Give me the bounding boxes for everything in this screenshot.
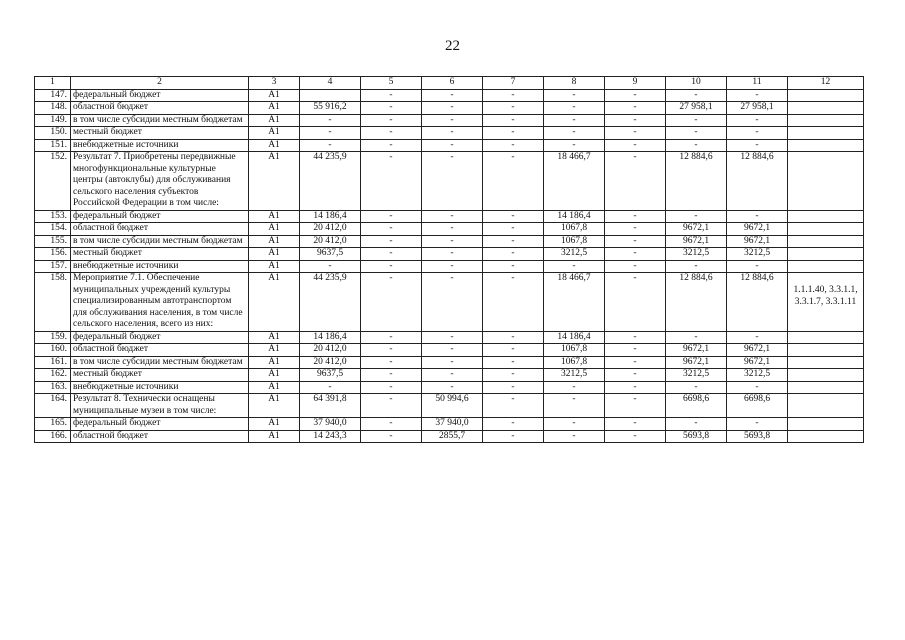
row-number-cell: 159. xyxy=(35,331,71,344)
table-cell-col-11: - xyxy=(727,210,788,223)
table-cell-col-9: - xyxy=(605,152,666,211)
table-cell-col-12 xyxy=(788,260,864,273)
table-row xyxy=(35,223,864,236)
table-cell-col-3: А1 xyxy=(249,356,300,369)
row-number-cell: 163. xyxy=(35,381,71,394)
table-cell-col-7: - xyxy=(483,102,544,115)
table-cell-col-12 xyxy=(788,381,864,394)
table-cell-col-6: - xyxy=(422,210,483,223)
table-cell-col-10: 6698,6 xyxy=(666,394,727,418)
table-cell-col-11: 3212,5 xyxy=(727,248,788,261)
table-cell-col-6: - xyxy=(422,273,483,332)
table-row xyxy=(35,114,864,127)
table-cell-col-12 xyxy=(788,152,864,211)
table-cell-col-10: 9672,1 xyxy=(666,356,727,369)
row-number-cell: 156. xyxy=(35,248,71,261)
table-cell-col-6: 2855,7 xyxy=(422,430,483,443)
table-cell-col-3: А1 xyxy=(249,114,300,127)
table-cell-col-11: - xyxy=(727,114,788,127)
table-cell-col-9: - xyxy=(605,89,666,102)
table-cell-col-7: - xyxy=(483,235,544,248)
table-cell-col-9: - xyxy=(605,260,666,273)
column-header-12: 12 xyxy=(788,77,864,90)
table-cell-col-4: 20 412,0 xyxy=(300,235,361,248)
row-name-cell: внебюджетные источники xyxy=(71,381,249,394)
row-name-cell: Результат 7. Приобретены передвижные многофункциональные культурные центры (автоклубы) для обслуживания сельского населения субъектов Российской Федерации в том числе: xyxy=(71,152,249,211)
table-cell-col-3: А1 xyxy=(249,248,300,261)
table-cell-col-6: - xyxy=(422,381,483,394)
table-cell-col-6: 37 940,0 xyxy=(422,418,483,431)
column-header-7: 7 xyxy=(483,77,544,90)
table-cell-col-4: 9637,5 xyxy=(300,369,361,382)
table-cell-col-4: 14 186,4 xyxy=(300,210,361,223)
table-cell-col-9: - xyxy=(605,369,666,382)
table-cell-col-10: - xyxy=(666,381,727,394)
table-cell-col-10: - xyxy=(666,114,727,127)
row-number-cell: 165. xyxy=(35,418,71,431)
table-cell-col-9: - xyxy=(605,114,666,127)
table-row xyxy=(35,344,864,357)
table-cell-col-3: А1 xyxy=(249,369,300,382)
table-cell-col-11: - xyxy=(727,381,788,394)
table-cell-col-11: 9672,1 xyxy=(727,356,788,369)
table-cell-col-11: 9672,1 xyxy=(727,344,788,357)
table-cell-col-7: - xyxy=(483,127,544,140)
table-cell-col-10: 3212,5 xyxy=(666,369,727,382)
table-cell-col-6: - xyxy=(422,114,483,127)
table-cell-col-6: - xyxy=(422,344,483,357)
table-cell-col-3: А1 xyxy=(249,418,300,431)
table-cell-col-4: 14 243,3 xyxy=(300,430,361,443)
table-cell-col-8: - xyxy=(544,260,605,273)
table-cell-col-3: А1 xyxy=(249,210,300,223)
table-cell-col-11: 3212,5 xyxy=(727,369,788,382)
table-cell-col-7: - xyxy=(483,430,544,443)
table-cell-col-9: - xyxy=(605,394,666,418)
row-name-cell: в том числе субсидии местным бюджетам xyxy=(71,114,249,127)
table-cell-col-5: - xyxy=(361,430,422,443)
table-cell-col-11: 9672,1 xyxy=(727,235,788,248)
table-row xyxy=(35,331,864,344)
row-number-cell: 162. xyxy=(35,369,71,382)
table-row xyxy=(35,127,864,140)
column-header-6: 6 xyxy=(422,77,483,90)
table-cell-col-5: - xyxy=(361,210,422,223)
table-cell-col-12 xyxy=(788,394,864,418)
row-name-cell: внебюджетные источники xyxy=(71,139,249,152)
table-cell-col-5: - xyxy=(361,369,422,382)
column-header-1: 1 xyxy=(35,77,71,90)
table-cell-col-4: - xyxy=(300,139,361,152)
table-cell-col-7: - xyxy=(483,210,544,223)
row-name-cell: местный бюджет xyxy=(71,127,249,140)
row-number-cell: 157. xyxy=(35,260,71,273)
table-cell-col-5: - xyxy=(361,260,422,273)
table-cell-col-12 xyxy=(788,344,864,357)
table-row xyxy=(35,430,864,443)
table-cell-col-7: - xyxy=(483,223,544,236)
table-cell-col-4: 44 235,9 xyxy=(300,273,361,332)
table-cell-col-9: - xyxy=(605,223,666,236)
row-name-cell: областной бюджет xyxy=(71,223,249,236)
table-cell-col-8: - xyxy=(544,430,605,443)
table-cell-col-9: - xyxy=(605,248,666,261)
table-cell-col-6: - xyxy=(422,248,483,261)
table-cell-col-8: 14 186,4 xyxy=(544,210,605,223)
table-cell-col-12 xyxy=(788,356,864,369)
table-cell-col-4: 20 412,0 xyxy=(300,356,361,369)
table-cell-col-10: 9672,1 xyxy=(666,223,727,236)
table-cell-col-8: 1067,8 xyxy=(544,235,605,248)
table-row xyxy=(35,356,864,369)
table-cell-col-11: - xyxy=(727,260,788,273)
table-row xyxy=(35,260,864,273)
table-cell-col-12 xyxy=(788,127,864,140)
table-cell-col-8: 18 466,7 xyxy=(544,273,605,332)
table-cell-col-6: - xyxy=(422,102,483,115)
table-cell-col-9: - xyxy=(605,381,666,394)
table-cell-col-4: 37 940,0 xyxy=(300,418,361,431)
table-cell-col-7: - xyxy=(483,273,544,332)
table-cell-col-5: - xyxy=(361,248,422,261)
table-cell-col-5: - xyxy=(361,418,422,431)
table-cell-col-3: А1 xyxy=(249,152,300,211)
table-cell-col-7: - xyxy=(483,139,544,152)
table-cell-col-5: - xyxy=(361,223,422,236)
column-header-4: 4 xyxy=(300,77,361,90)
table-cell-col-9: - xyxy=(605,235,666,248)
row-number-cell: 150. xyxy=(35,127,71,140)
table-cell-col-4: - xyxy=(300,127,361,140)
table-cell-col-7: - xyxy=(483,344,544,357)
table-cell-col-5: - xyxy=(361,235,422,248)
table-cell-col-5: - xyxy=(361,344,422,357)
table-cell-col-7: - xyxy=(483,331,544,344)
table-cell-col-8: 3212,5 xyxy=(544,369,605,382)
table-cell-col-7: - xyxy=(483,394,544,418)
table-cell-col-12 xyxy=(788,114,864,127)
table-cell-col-11: 12 884,6 xyxy=(727,273,788,332)
table-cell-col-8: 14 186,4 xyxy=(544,331,605,344)
column-header-3: 3 xyxy=(249,77,300,90)
table-cell-col-11: - xyxy=(727,139,788,152)
table-cell-col-7: - xyxy=(483,248,544,261)
table-cell-col-12 xyxy=(788,102,864,115)
table-cell-col-11: 27 958,1 xyxy=(727,102,788,115)
table-cell-col-10: 12 884,6 xyxy=(666,273,727,332)
table-cell-col-12 xyxy=(788,89,864,102)
table-cell-col-9: - xyxy=(605,356,666,369)
table-cell-col-9: - xyxy=(605,127,666,140)
row-name-cell: областной бюджет xyxy=(71,102,249,115)
column-header-5: 5 xyxy=(361,77,422,90)
table-row xyxy=(35,248,864,261)
table-cell-col-3: А1 xyxy=(249,331,300,344)
table-cell-col-8: - xyxy=(544,127,605,140)
table-cell-col-8: 1067,8 xyxy=(544,356,605,369)
table-cell-col-3: А1 xyxy=(249,235,300,248)
row-number-cell: 153. xyxy=(35,210,71,223)
row-number-cell: 160. xyxy=(35,344,71,357)
row-number-cell: 149. xyxy=(35,114,71,127)
table-cell-col-5: - xyxy=(361,381,422,394)
table-cell-col-7: - xyxy=(483,381,544,394)
table-cell-col-11: - xyxy=(727,418,788,431)
table-cell-col-12 xyxy=(788,223,864,236)
table-cell-col-9: - xyxy=(605,273,666,332)
table-cell-col-12 xyxy=(788,139,864,152)
table-cell-col-9: - xyxy=(605,139,666,152)
table-cell-col-11: 12 884,6 xyxy=(727,152,788,211)
table-cell-col-6: - xyxy=(422,369,483,382)
table-cell-col-6: - xyxy=(422,89,483,102)
table-cell-col-8: - xyxy=(544,418,605,431)
table-cell-col-8: 1067,8 xyxy=(544,223,605,236)
page-number: 22 xyxy=(445,38,460,54)
table-cell-col-10: - xyxy=(666,260,727,273)
row-number-cell: 164. xyxy=(35,394,71,418)
row-number-cell: 158. xyxy=(35,273,71,332)
table-cell-col-3: А1 xyxy=(249,394,300,418)
table-cell-col-3: А1 xyxy=(249,430,300,443)
row-number-cell: 148. xyxy=(35,102,71,115)
table-cell-col-9: - xyxy=(605,344,666,357)
table-cell-col-9: - xyxy=(605,210,666,223)
table-cell-col-12 xyxy=(788,430,864,443)
table-cell-col-7: - xyxy=(483,418,544,431)
table-cell-col-5: - xyxy=(361,102,422,115)
table-cell-col-9: - xyxy=(605,430,666,443)
table-cell-col-10: - xyxy=(666,139,727,152)
table-cell-col-3: А1 xyxy=(249,102,300,115)
table-row xyxy=(35,273,864,332)
row-name-cell: в том числе субсидии местным бюджетам xyxy=(71,356,249,369)
table-cell-col-3: А1 xyxy=(249,273,300,332)
table-cell-col-8: 3212,5 xyxy=(544,248,605,261)
table-cell-col-4: 44 235,9 xyxy=(300,152,361,211)
table-cell-col-4: 55 916,2 xyxy=(300,102,361,115)
table-cell-col-10: - xyxy=(666,331,727,344)
table-cell-col-11: - xyxy=(727,127,788,140)
table-cell-col-10: - xyxy=(666,127,727,140)
row-number-cell: 147. xyxy=(35,89,71,102)
table-cell-col-5: - xyxy=(361,114,422,127)
row-name-cell: местный бюджет xyxy=(71,369,249,382)
table-cell-col-6: - xyxy=(422,331,483,344)
table-cell-col-5: - xyxy=(361,89,422,102)
table-row xyxy=(35,235,864,248)
row-number-cell: 166. xyxy=(35,430,71,443)
table-cell-col-8: - xyxy=(544,114,605,127)
table-cell-col-10: 3212,5 xyxy=(666,248,727,261)
table-cell-col-7: - xyxy=(483,260,544,273)
table-cell-col-3: А1 xyxy=(249,344,300,357)
table-cell-col-12: 1.1.1.40, 3.3.1.1, 3.3.1.7, 3.3.1.11 xyxy=(788,273,864,332)
table-cell-col-9: - xyxy=(605,418,666,431)
table-cell-col-10: 12 884,6 xyxy=(666,152,727,211)
table-cell-col-3: А1 xyxy=(249,260,300,273)
column-header-11: 11 xyxy=(727,77,788,90)
table-cell-col-4: 20 412,0 xyxy=(300,344,361,357)
table-cell-col-11: 5693,8 xyxy=(727,430,788,443)
table-cell-col-5: - xyxy=(361,356,422,369)
table-cell-col-5: - xyxy=(361,273,422,332)
table-cell-col-3: А1 xyxy=(249,89,300,102)
table-row xyxy=(35,369,864,382)
table-row xyxy=(35,210,864,223)
table-cell-col-7: - xyxy=(483,114,544,127)
table-cell-col-11: 6698,6 xyxy=(727,394,788,418)
row-name-cell: в том числе субсидии местным бюджетам xyxy=(71,235,249,248)
column-header-10: 10 xyxy=(666,77,727,90)
table-cell-col-8: - xyxy=(544,89,605,102)
table-row xyxy=(35,89,864,102)
table-cell-col-11: - xyxy=(727,89,788,102)
table-cell-col-10: 9672,1 xyxy=(666,344,727,357)
row-number-cell: 161. xyxy=(35,356,71,369)
table-cell-col-10: - xyxy=(666,210,727,223)
table-cell-col-4: 14 186,4 xyxy=(300,331,361,344)
column-header-8: 8 xyxy=(544,77,605,90)
table-cell-col-5: - xyxy=(361,139,422,152)
table-cell-col-9: - xyxy=(605,331,666,344)
table-cell-col-7: - xyxy=(483,89,544,102)
table-cell-col-10: 27 958,1 xyxy=(666,102,727,115)
table-row xyxy=(35,381,864,394)
table-cell-col-4: 20 412,0 xyxy=(300,223,361,236)
table-cell-col-4: - xyxy=(300,114,361,127)
table-cell-col-8: - xyxy=(544,381,605,394)
table-cell-col-8: - xyxy=(544,394,605,418)
table-cell-col-12 xyxy=(788,331,864,344)
column-header-2: 2 xyxy=(71,77,249,90)
column-header-9: 9 xyxy=(605,77,666,90)
row-name-cell: Результат 8. Технически оснащены муниципальные музеи в том числе: xyxy=(71,394,249,418)
table-row xyxy=(35,394,864,418)
table-cell-col-5: - xyxy=(361,394,422,418)
table-cell-col-11: 9672,1 xyxy=(727,223,788,236)
table-row xyxy=(35,152,864,211)
table-cell-col-12 xyxy=(788,235,864,248)
table-cell-col-3: А1 xyxy=(249,381,300,394)
table-cell-col-3: А1 xyxy=(249,139,300,152)
table-cell-col-8: 1067,8 xyxy=(544,344,605,357)
row-name-cell: Мероприятие 7.1. Обеспечение муниципальных учреждений культуры специализированным автотранспортом для обслуживания населения, в том числе сельского населения, всего из них: xyxy=(71,273,249,332)
row-name-cell: областной бюджет xyxy=(71,344,249,357)
table-cell-col-10: 9672,1 xyxy=(666,235,727,248)
table-cell-col-4: 9637,5 xyxy=(300,248,361,261)
row-name-cell: федеральный бюджет xyxy=(71,210,249,223)
table-cell-col-11: - xyxy=(727,331,788,344)
table-cell-col-10: - xyxy=(666,418,727,431)
table-row xyxy=(35,102,864,115)
table-cell-col-3: А1 xyxy=(249,127,300,140)
table-cell-col-12 xyxy=(788,248,864,261)
table-row xyxy=(35,139,864,152)
table-cell-col-3: А1 xyxy=(249,223,300,236)
table-cell-col-12 xyxy=(788,369,864,382)
table-cell-col-5: - xyxy=(361,152,422,211)
row-number-cell: 151. xyxy=(35,139,71,152)
row-name-cell: областной бюджет xyxy=(71,430,249,443)
table-cell-col-6: - xyxy=(422,356,483,369)
table-cell-col-8: 18 466,7 xyxy=(544,152,605,211)
table-cell-col-12 xyxy=(788,418,864,431)
row-number-cell: 155. xyxy=(35,235,71,248)
row-name-cell: федеральный бюджет xyxy=(71,89,249,102)
row-name-cell: федеральный бюджет xyxy=(71,331,249,344)
table-cell-col-5: - xyxy=(361,127,422,140)
table-cell-col-6: 50 994,6 xyxy=(422,394,483,418)
table-cell-col-4: 64 391,8 xyxy=(300,394,361,418)
row-number-cell: 152. xyxy=(35,152,71,211)
table-cell-col-7: - xyxy=(483,369,544,382)
table-row xyxy=(35,418,864,431)
table-cell-col-6: - xyxy=(422,152,483,211)
table-cell-col-10: 5693,8 xyxy=(666,430,727,443)
table-cell-col-6: - xyxy=(422,260,483,273)
table-cell-col-12 xyxy=(788,210,864,223)
table-cell-col-6: - xyxy=(422,235,483,248)
table-cell-col-4: - xyxy=(300,260,361,273)
table-cell-col-10: - xyxy=(666,89,727,102)
row-name-cell: федеральный бюджет xyxy=(71,418,249,431)
table-cell-col-5: - xyxy=(361,331,422,344)
budget-table xyxy=(34,76,864,443)
table-cell-col-7: - xyxy=(483,356,544,369)
table-cell-col-8: - xyxy=(544,102,605,115)
table-cell-col-6: - xyxy=(422,223,483,236)
table-cell-col-7: - xyxy=(483,152,544,211)
table-cell-col-6: - xyxy=(422,139,483,152)
row-name-cell: внебюджетные источники xyxy=(71,260,249,273)
table-header-row xyxy=(35,77,864,90)
row-number-cell: 154. xyxy=(35,223,71,236)
table-cell-col-4: - xyxy=(300,381,361,394)
table-cell-col-9: - xyxy=(605,102,666,115)
table-cell-col-8: - xyxy=(544,139,605,152)
table-cell-col-4 xyxy=(300,89,361,102)
row-name-cell: местный бюджет xyxy=(71,248,249,261)
table-cell-col-6: - xyxy=(422,127,483,140)
